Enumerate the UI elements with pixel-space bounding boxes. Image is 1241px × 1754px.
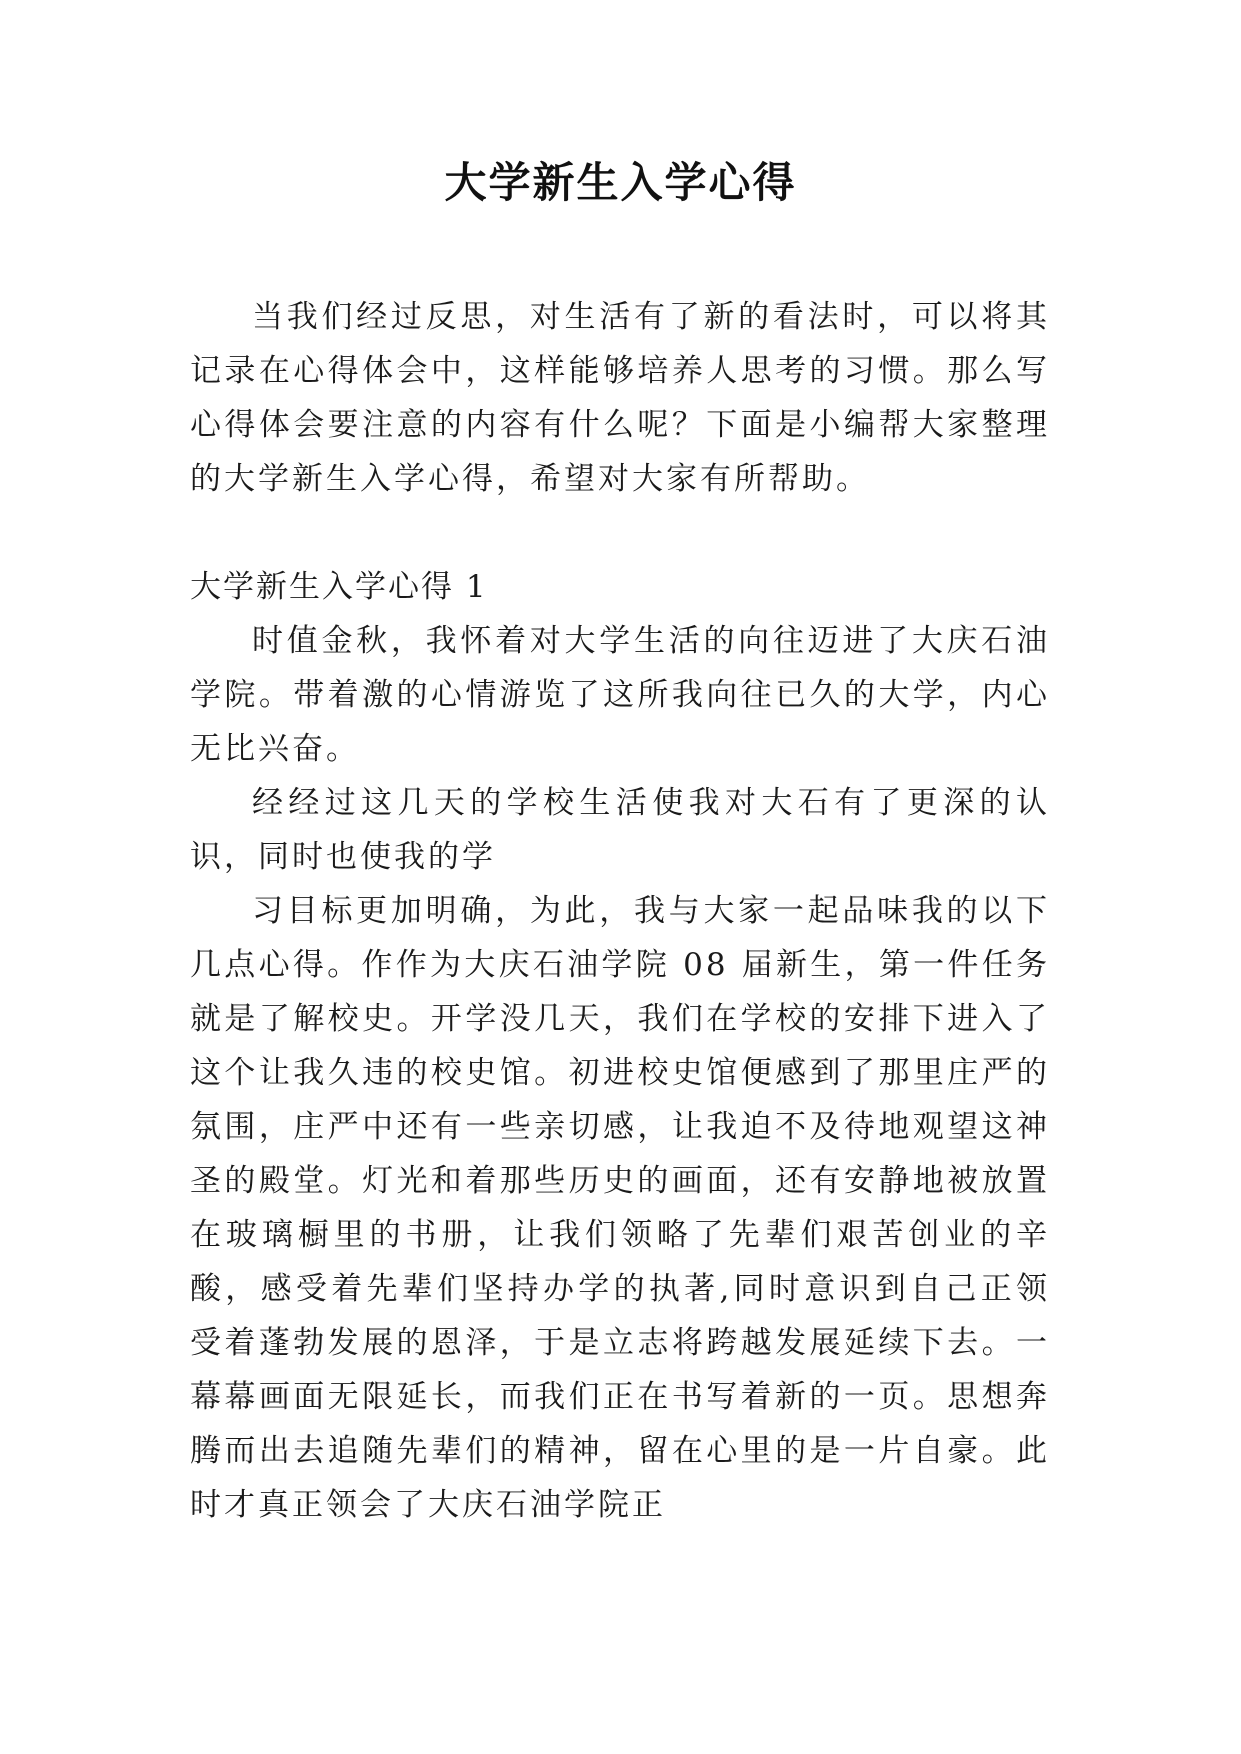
body-paragraph: 经经过这几天的学校生活使我对大石有了更深的认识，同时也使我的学 — [190, 785, 1050, 875]
body-paragraph: 时值金秋，我怀着对大学生活的向往迈进了大庆石油学院。带着激的心情游览了这所我向往已久的大学，内心无比兴奋。 — [190, 623, 1050, 767]
body-paragraph: 习目标更加明确，为此，我与大家一起品味我的以下几点心得。作作为大庆石油学院 08 届新生，第一件任务就是了解校史。开学没几天，我们在学校的安排下进入了这个让我久违的校史馆。初进校史馆便感到了那里庄严的氛围，庄严中还有一些亲切感，让我迫不及待地观望这神圣的殿堂。灯光和着那些历史的画面，还有安静地被放置在玻璃橱里的书册，让我们领略了先辈们艰苦创业的辛酸，感受着先辈们坚持办学的执著,同时意识到自己正领受着蓬勃发展的恩泽，于是立志将跨越发展延续下去。一幕幕画面无限延长，而我们正在书写着新的一页。思想奔腾而出去追随先辈们的精神，留在心里的是一片自豪。此时才真正领会了大庆石油学院正 — [190, 893, 1050, 1523]
section-heading: 大学新生入学心得 1 — [190, 569, 488, 605]
intro-paragraph: 当我们经过反思，对生活有了新的看法时，可以将其记录在心得体会中，这样能够培养人思考的习惯。那么写心得体会要注意的内容有什么呢？下面是小编帮大家整理的大学新生入学心得，希望对大家有所帮助。 — [190, 299, 1050, 497]
document-body — [190, 290, 1050, 1532]
document-title: 大学新生入学心得 — [444, 158, 797, 207]
